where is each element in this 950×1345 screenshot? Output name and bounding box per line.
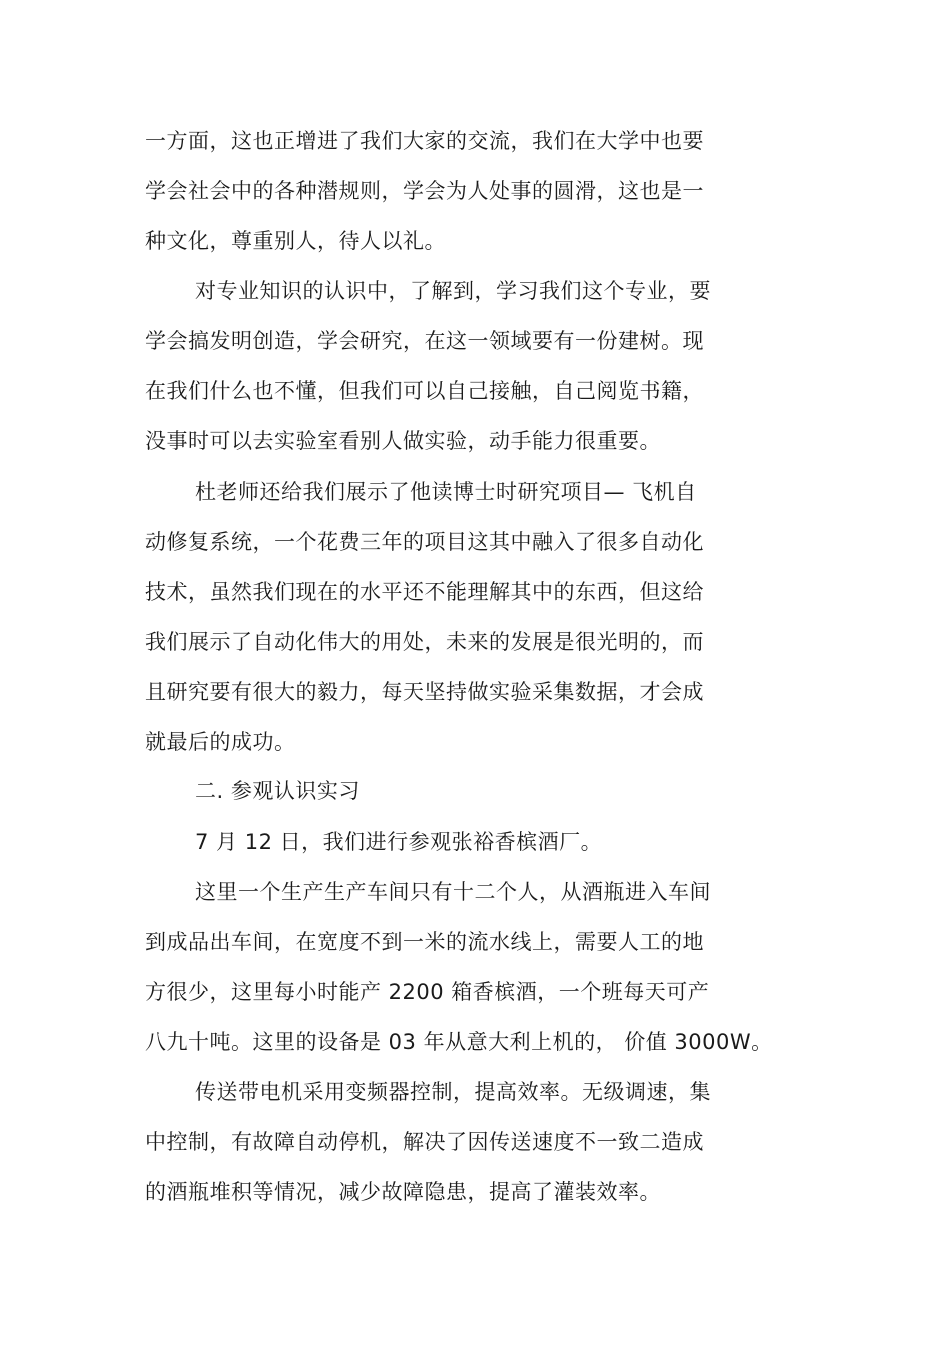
section-heading: 二. 参观认识实习 — [195, 779, 360, 803]
text-line: 动修复系统，一个花费三年的项目这其中融入了很多自动化 — [145, 530, 704, 554]
text-line: 一方面，这也正增进了我们大家的交流，我们在大学中也要 — [145, 129, 704, 153]
paragraph-start-line: 这里一个生产生产车间只有十二个人，从酒瓶进入车间 — [195, 880, 711, 904]
paragraph-start-line: 传送带电机采用变频器控制，提高效率。无级调速，集 — [195, 1080, 711, 1104]
text-line: 就最后的成功。 — [145, 730, 296, 754]
text-line: 的酒瓶堆积等情况，减少故障隐患，提高了灌装效率。 — [145, 1180, 661, 1204]
text-line: 方很少，这里每小时能产 2200 箱香槟酒，一个班每天可产 — [145, 980, 710, 1004]
text-line: 学会社会中的各种潜规则，学会为人处事的圆滑，这也是一 — [145, 179, 704, 203]
text-line: 学会搞发明创造，学会研究，在这一领域要有一份建树。现 — [145, 329, 704, 353]
text-line: 在我们什么也不懂，但我们可以自己接触，自己阅览书籍， — [145, 379, 704, 403]
text-line: 且研究要有很大的毅力，每天坚持做实验采集数据，才会成 — [145, 680, 704, 704]
paragraph-start-line: 7 月 12 日，我们进行参观张裕香槟酒厂。 — [195, 830, 603, 854]
text-line: 技术，虽然我们现在的水平还不能理解其中的东西，但这给 — [145, 580, 704, 604]
text-line: 到成品出车间，在宽度不到一米的流水线上，需要人工的地 — [145, 930, 704, 954]
text-line: 我们展示了自动化伟大的用处，未来的发展是很光明的，而 — [145, 630, 704, 654]
paragraph-start-line: 对专业知识的认识中，了解到，学习我们这个专业，要 — [195, 279, 711, 303]
paragraph-start-line: 杜老师还给我们展示了他读博士时研究项目— 飞机自 — [195, 480, 697, 504]
text-line: 八九十吨。这里的设备是 03 年从意大利上机的， 价值 3000W。 — [145, 1030, 773, 1054]
text-line: 种文化，尊重别人，待人以礼。 — [145, 229, 446, 253]
text-line: 没事时可以去实验室看别人做实验，动手能力很重要。 — [145, 429, 661, 453]
text-line: 中控制，有故障自动停机，解决了因传送速度不一致二造成 — [145, 1130, 704, 1154]
